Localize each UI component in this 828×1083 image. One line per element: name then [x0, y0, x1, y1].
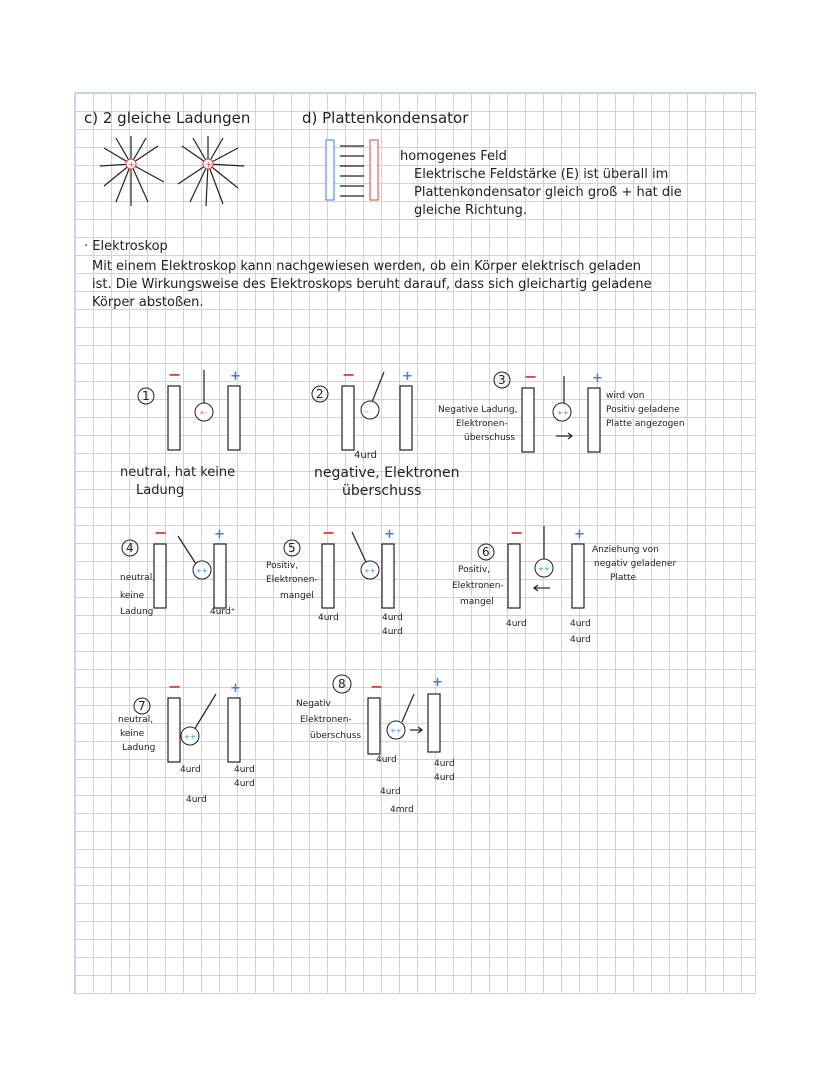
step-6-left3: mangel: [460, 597, 494, 607]
svg-text:++: ++: [364, 567, 376, 575]
svg-text:+: +: [592, 371, 603, 386]
svg-text:−: −: [322, 523, 336, 542]
svg-text:++: ++: [196, 567, 208, 575]
step-4-arrow: 4urd⁺: [210, 607, 236, 617]
step-6-a2: 4urd: [570, 619, 591, 629]
svg-text:−: −: [524, 367, 538, 386]
step-5-a2: 4urd: [382, 613, 403, 623]
step-7-left1: neutral,: [118, 715, 154, 725]
step-5-a1: 4urd: [318, 613, 339, 623]
step-4-left3: Ladung: [120, 607, 154, 617]
step-5-a3: 4urd: [382, 627, 403, 637]
step-2-caption2: überschuss: [342, 483, 422, 499]
svg-text:++: ++: [390, 727, 402, 735]
step-6-right2: negativ geladener: [594, 559, 677, 569]
step-8-a5: 4mrd: [390, 805, 414, 815]
svg-text:2: 2: [316, 387, 324, 401]
step-3-left1: Negative Ladung,: [438, 405, 518, 415]
heading-plattenkondensator: d) Plattenkondensator: [302, 109, 469, 127]
svg-text:5: 5: [288, 541, 296, 555]
step-1-caption2: Ladung: [136, 483, 185, 498]
svg-text:−: −: [168, 365, 182, 384]
step-8-a2: 4urd: [434, 759, 455, 769]
svg-text:+: +: [230, 681, 241, 696]
homogen-line1: Elektrische Feldstärke (E) ist überall im: [414, 167, 669, 182]
step-7-a3: 4urd: [234, 779, 255, 789]
step-7-left2: keine: [120, 729, 145, 739]
svg-text:--: --: [364, 408, 370, 416]
step-6-left1: Positiv,: [458, 565, 491, 575]
svg-text:++: ++: [557, 409, 569, 417]
step-4-left2: keine: [120, 591, 145, 601]
step-8-left1: Negativ: [296, 699, 331, 709]
svg-text:++: ++: [538, 565, 550, 573]
step-8-left3: überschuss: [310, 731, 362, 741]
step-2-diagram: [310, 365, 430, 458]
step-7-a2: 4urd: [234, 765, 255, 775]
svg-text:+: +: [432, 675, 443, 690]
step-6-left2: Elektronen-: [452, 581, 504, 591]
svg-text:−: −: [342, 365, 356, 384]
svg-text:+: +: [384, 527, 395, 542]
step-7-left3: Ladung: [122, 743, 156, 753]
elektroskop-line3: Körper abstoßen.: [92, 295, 204, 310]
step-3-right1: wird von: [606, 391, 645, 401]
svg-text:++: ++: [184, 733, 196, 741]
step-2-arrow-label: 4urd: [354, 450, 377, 461]
svg-text:−: −: [370, 677, 384, 696]
svg-text:+-: +-: [199, 409, 208, 417]
step-2-caption1: negative, Elektronen: [314, 465, 460, 481]
svg-text:1: 1: [142, 389, 150, 403]
step-3-right3: Platte angezogen: [606, 419, 685, 429]
step-8-a4: 4urd: [380, 787, 401, 797]
step-8-a1: 4urd: [376, 755, 397, 765]
svg-text:+: +: [128, 160, 135, 169]
step-6-right3: Platte: [610, 573, 637, 583]
svg-text:6: 6: [482, 545, 490, 559]
svg-text:8: 8: [338, 677, 346, 691]
step-4-left1: neutral,: [120, 573, 156, 583]
step-3-left2: Elektronen-: [456, 419, 508, 429]
elektroskop-line2: ist. Die Wirkungsweise des Elektroskops beruht darauf, dass sich gleichartig geladene: [92, 277, 652, 292]
svg-text:+: +: [214, 527, 225, 542]
plate-capacitor-drawing: [326, 138, 386, 204]
step-8-a3: 4urd: [434, 773, 455, 783]
elektroskop-title: · Elektroskop: [84, 239, 168, 254]
svg-text:4: 4: [126, 541, 134, 555]
step-6-a3: 4urd: [570, 635, 591, 645]
step-4-diagram: [116, 523, 246, 616]
field-lines-diagram: [98, 134, 258, 214]
svg-text:+: +: [230, 369, 241, 384]
homogen-line3: gleiche Richtung.: [414, 203, 527, 218]
svg-text:−: −: [154, 523, 168, 542]
svg-text:−: −: [168, 677, 182, 696]
homogen-title: homogenes Feld: [400, 149, 507, 164]
svg-text:3: 3: [498, 373, 506, 387]
step-3-left3: überschuss: [464, 433, 516, 443]
step-8-left2: Elektronen-: [300, 715, 352, 725]
svg-text:+: +: [574, 527, 585, 542]
elektroskop-line1: Mit einem Elektroskop kann nachgewiesen werden, ob ein Körper elektrisch geladen: [92, 259, 641, 274]
step-5-left2: Elektronen-: [266, 575, 318, 585]
svg-text:+: +: [205, 160, 212, 169]
step-3-right2: Positiv geladene: [606, 405, 680, 415]
step-6-right1: Anziehung von: [592, 545, 659, 555]
step-7-a4: 4urd: [186, 795, 207, 805]
svg-text:7: 7: [138, 699, 146, 713]
step-6-a1: 4urd: [506, 619, 527, 629]
step-5-left1: Positiv,: [266, 561, 299, 571]
step-5-left3: mangel: [280, 591, 314, 601]
step-1-diagram: [136, 365, 256, 458]
heading-gleiche-ladungen: c) 2 gleiche Ladungen: [84, 109, 251, 127]
step-1-caption1: neutral, hat keine: [120, 465, 236, 480]
step-7-a1: 4urd: [180, 765, 201, 775]
homogen-line2: Plattenkondensator gleich groß + hat die: [414, 185, 682, 200]
svg-text:−: −: [510, 523, 524, 542]
svg-text:+: +: [402, 369, 413, 384]
